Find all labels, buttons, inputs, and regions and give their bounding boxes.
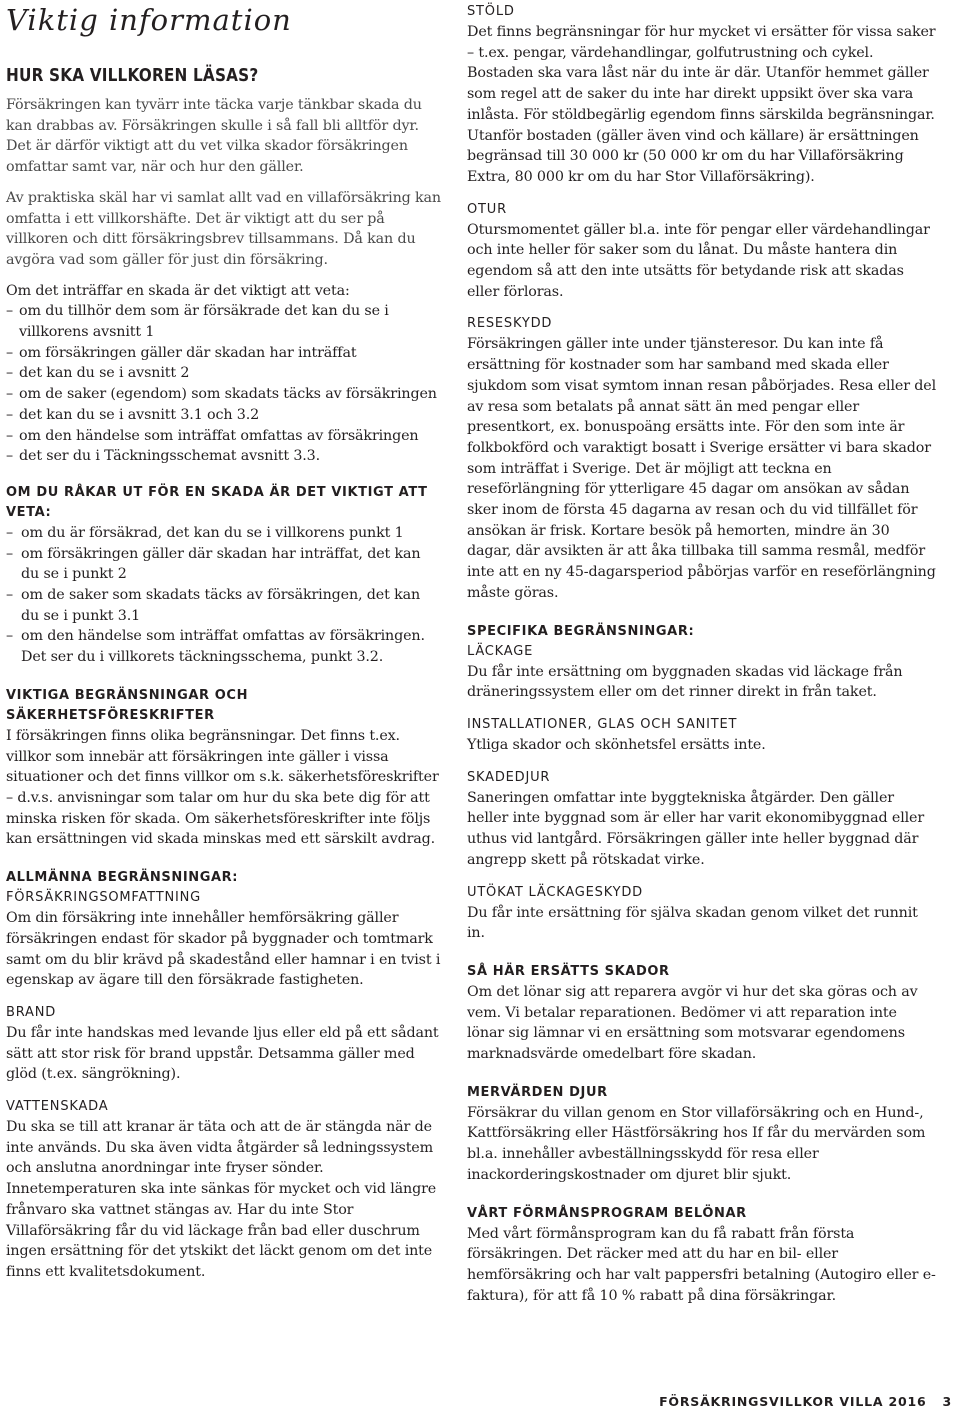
footer-title: FÖRSÄKRINGSVILLKOR VILLA 2016 — [659, 1394, 927, 1409]
damage-list — [6, 523, 442, 668]
list-item: – om du är försäkrad, det kan du se i villkorens punkt 1 — [6, 523, 442, 544]
travel-subheading: RESESKYDD — [467, 316, 553, 332]
leak-text: Du får inte ersättning om byggnaden skadas vid läckage från dräneringssystem eller om det rinner direkt in från taket. — [467, 663, 903, 701]
otur-text: Otursmomentet gäller bl.a. inte för pengar eller värdehandlingar och inte heller för saker som du lånat. Du måste hantera din egendom så att den inte utsätts för betydande risk att skadas eller förloras. — [467, 221, 930, 300]
benefit-text: Med vårt förmånsprogram kan du få rabatt från första försäkringen. Det räcker med att du har en bil- eller hemförsäkring och har valt pappersfri betalning (Autogiro eller e-faktura), för att få 10 % rabatt på dina försäkringar. — [467, 1225, 936, 1304]
benefit-heading: VÅRT FÖRMÅNSPROGRAM BELÖNAR — [467, 1205, 747, 1221]
otur-subheading: OTUR — [467, 201, 507, 217]
install-subheading: INSTALLATIONER, GLAS OCH SANITET — [467, 716, 738, 732]
intro-paragraph-1: Försäkringen kan tyvärr inte täcka varje tänkbar skada du kan drabbas av. Försäkringen skulle i så fall bli alltför dyr. Det är därför viktigt att du vet vilka skador försäkringen omfattar samt var, när och hur den gäller. — [6, 97, 422, 176]
list-item: – det kan du se i avsnitt 2 — [6, 363, 442, 384]
page-number: 3 — [942, 1394, 952, 1409]
page-footer — [659, 1394, 952, 1409]
left-column — [6, 0, 442, 1283]
theft-subheading: STÖLD — [467, 4, 515, 19]
list-item: – om den händelse som inträffat omfattas av försäkringen — [6, 426, 442, 447]
know-list — [6, 301, 442, 467]
heading-how-to-read: HUR SKA VILLKOREN LÄSAS? — [6, 65, 259, 86]
list-item: – om du tillhör dem som är försäkrade det kan du se i villkorens avsnitt 1 — [6, 301, 442, 342]
know-intro: Om det inträffar en skada är det viktigt att veta: — [6, 282, 350, 299]
specific-limits-heading: SPECIFIKA BEGRÄNSNINGAR: — [467, 623, 695, 639]
limits-heading: VIKTIGA BEGRÄNSNINGAR OCH SÄKERHETSFÖRESKRIFTER — [6, 687, 249, 723]
water-subheading: VATTENSKADA — [6, 1099, 109, 1115]
travel-text: Försäkringen gäller inte under tjänsteresor. Du kan inte få ersättning för kostnader som har samband med skada eller sjukdom som visat symtom innan resan påbörjades. Resa eller del av resa som betalats på annat sätt än med pengar eller presentkort, ex. bonuspoäng ersätts inte. För den som inte är folkbokförd och varaktigt bosatt i Sverige ersätter vi bara skador som inträffat i Sverige. Det är möjligt att teckna en reseförlängning för ytterligare 45 dagar om ansökan av sådan sker inom de första 45 dagarna av resan och du vid tillfället för ansökan är frisk. Kortare besök på hemorten, mindre än 30 dagar, där avsikten är att åka tillbaka till samma resmål, medför inte att en ny 45-dagarsperiod påbörjas varför en reseförlängning måste göras. — [467, 336, 937, 601]
list-item: – om försäkringen gäller där skadan har inträffat — [6, 343, 442, 364]
intro-section — [6, 95, 442, 271]
intro-paragraph-2: Av praktiska skäl har vi samlat allt vad en villaförsäkring kan omfatta i ett villkorshäfte. Det är viktigt att du ser på villkoren och ditt försäkringsbrev tillsammans. Då kan du avgöra vad som gäller för just din försäkring. — [6, 189, 441, 268]
compensation-heading: SÅ HÄR ERSÄTTS SKADOR — [467, 963, 670, 979]
leak-subheading: LÄCKAGE — [467, 643, 534, 659]
water-text: Du ska se till att kranar är täta och att de är stängda när de inte används. Du ska även vidta åtgärder så ledningssystem och anslutna anordningar inte fryser sönder. Innetemperaturen ska inte sänkas för mycket och vid längre frånvaro ska vattnet stängas av. Har du inte Stor Villaförsäkring får du vid läckage från bad eller duschrum ingen ersättning för det ytskikt det läckt genom om det inte finns ett kvalitetsdokument. — [6, 1119, 437, 1280]
pest-subheading: SKADEDJUR — [467, 769, 551, 785]
animals-text: Försäkrar du villan genom en Stor villaförsäkring och en Hund-, Kattförsäkring eller Hästförsäkring hos If får du mervärden som bl.a. innehåller avbeställningsskydd för resa eller inackorderingskostnader om djuret blir sjukt. — [467, 1104, 926, 1183]
script-title: Viktig information — [6, 3, 292, 37]
right-column — [467, 0, 937, 1306]
pest-text: Saneringen omfattar inte byggtekniska åtgärder. Den gäller heller inte byggnad som är eller har varit ekonomibyggnad eller uthus vid lantgård. Försäkringen gäller inte heller byggnad där angrepp skett på rötskadat virke. — [467, 789, 925, 868]
list-item: – om försäkringen gäller där skadan har inträffat, det kan du se i punkt 2 — [6, 544, 442, 585]
compensation-text: Om det lönar sig att reparera avgör vi hur det ska göras och av vem. Vi betalar reparationen. Bedömer vi att reparation inte lönar sig lämnar vi en ersättning som motsvarar egendomens marknadsvärde omedelbart före skadan. — [467, 983, 918, 1063]
list-item: – om de saker som skadats täcks av försäkringen, det kan du se i punkt 3.1 — [6, 585, 442, 626]
list-item: – det kan du se i avsnitt 3.1 och 3.2 — [6, 405, 442, 426]
list-item: – om den händelse som inträffat omfattas av försäkringen. Det ser du i villkorets täckningsschema, punkt 3.2. — [6, 626, 442, 667]
animals-heading: MERVÄRDEN DJUR — [467, 1084, 608, 1100]
scope-text: Om din försäkring inte innehåller hemförsäkring gäller försäkringen endast för skador på byggnader och tomtmark samt om du blir krävd på skadestånd eller hamnar i en tvist i egenskap av ägare till den försäkrade fastigheten. — [6, 910, 441, 989]
theft-text: Det finns begränsningar för hur mycket vi ersätter för vissa saker – t.ex. pengar, värdehandlingar, golfutrustning och cykel. Bostaden ska vara låst när du inte är där. Utanför hemmet gäller som regel att de saker du inte har direkt uppsikt över ska vara inlåsta. För stöldbegärlig egendom finns särskilda begränsningar. Utanför bostaden (gäller även vind och källare) är ersättningen begränsad till 30 000 kr (50 000 kr om du har Villaförsäkring Extra, 80 000 kr om du har Stor Villaförsäkring). — [467, 24, 936, 185]
limits-text: I försäkringen finns olika begränsningar. Det finns t.ex. villkor som innebär att försäkringen inte gäller i vissa situationer och det finns villkor om s.k. säkerhetsföreskrifter – d.v.s. anvisningar som talar om hur du ska bete dig för att minska risken för skada. Om säkerhetsföreskrifter inte följs kan ersättningen vid skada minskas med ett särskilt avdrag. — [6, 727, 439, 848]
general-limits-heading: ALLMÄNNA BEGRÄNSNINGAR: — [6, 870, 239, 886]
fire-text: Du får inte handskas med levande ljus eller eld på ett sådant sätt att stor risk för brand uppstår. Detsamma gäller med glöd (t.ex. sängrökning). — [6, 1024, 439, 1083]
ext-leak-text: Du får inte ersättning för själva skadan genom vilket det runnit in. — [467, 904, 918, 942]
list-item: – det ser du i Täckningsschemat avsnitt 3.3. — [6, 446, 442, 467]
list-item: – om de saker (egendom) som skadats täcks av försäkringen — [6, 384, 442, 405]
install-text: Ytliga skador och skönhetsfel ersätts inte. — [467, 736, 766, 753]
scope-subheading: FÖRSÄKRINGSOMFATTNING — [6, 890, 201, 906]
damage-heading: OM DU RÅKAR UT FÖR EN SKADA ÄR DET VIKTIGT ATT VETA: — [6, 484, 428, 520]
fire-subheading: BRAND — [6, 1004, 57, 1020]
ext-leak-subheading: UTÖKAT LÄCKAGESKYDD — [467, 884, 643, 900]
